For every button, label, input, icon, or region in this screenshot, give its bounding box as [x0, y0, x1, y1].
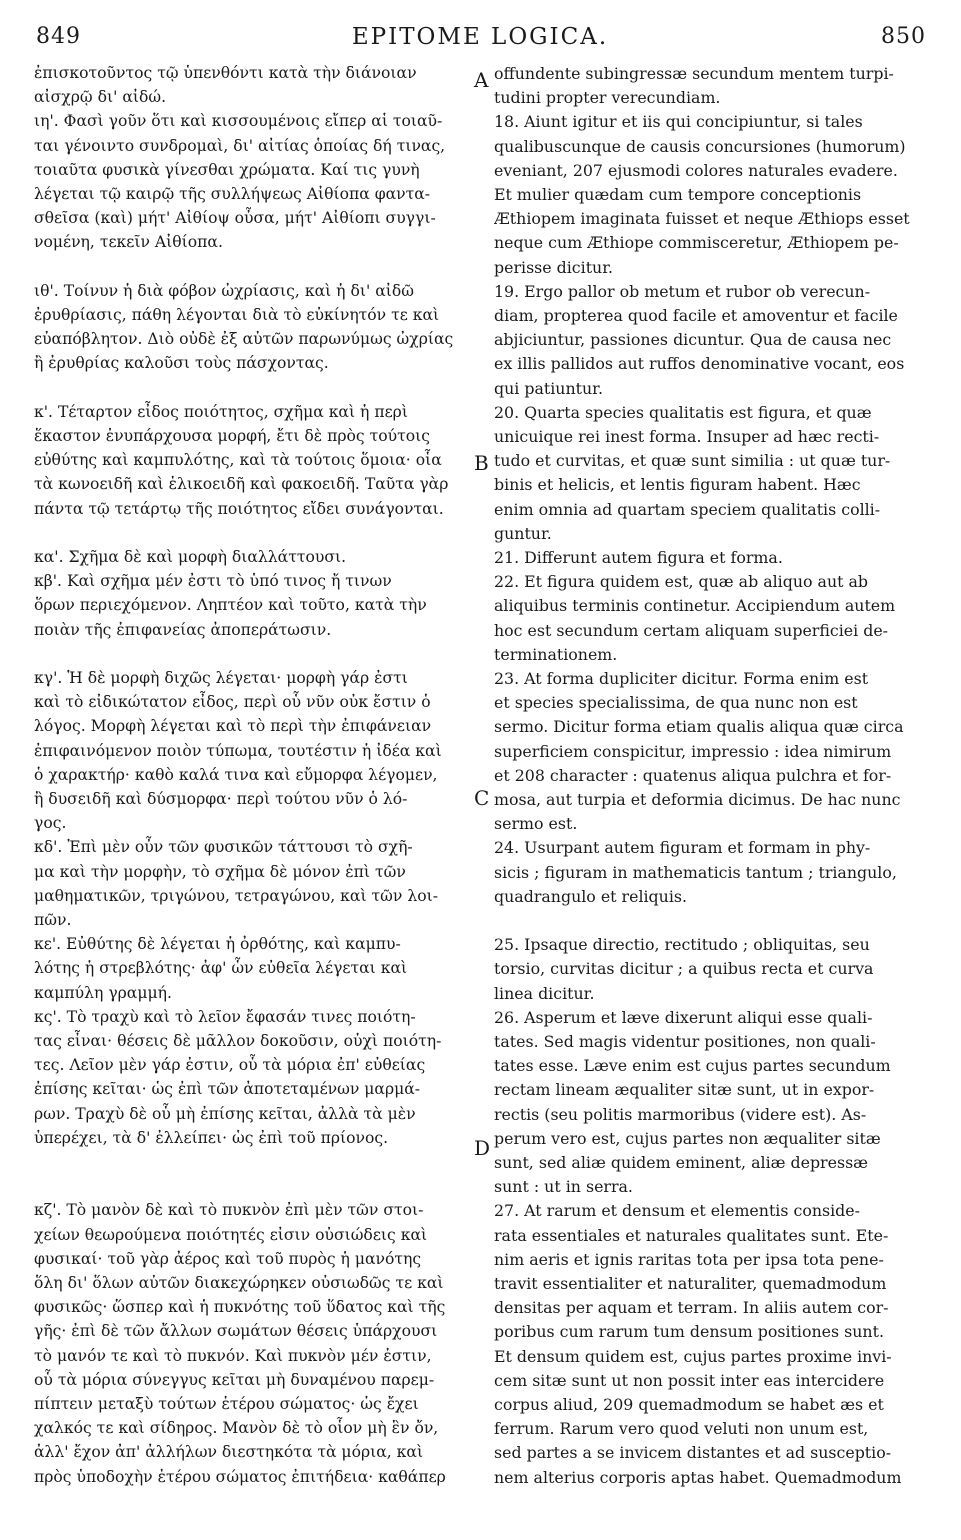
latin-text-line: tates esse. Læve enim est cujus partes secundum	[494, 1056, 891, 1076]
greek-text-line: ἐπιφαινόμενον ποιὸν τύπωμα, τουτέστιν ἡ ἰδέα καὶ	[34, 741, 442, 760]
page-number-right: 850	[881, 24, 926, 49]
latin-text-line: linea dicitur.	[494, 983, 595, 1003]
latin-text-line: 25. Ipsaque directio, rectitudo ; obliquitas, seu	[494, 935, 870, 955]
latin-text-line: sed partes a se invicem distantes et ad susceptio-	[494, 1443, 892, 1463]
latin-text-line: enim omnia ad quartam speciem qualitatis colli-	[494, 499, 881, 519]
greek-text-line: πῶν.	[34, 911, 72, 929]
latin-text-line: Æthiopem imaginata fuisset et neque Æthiops esset	[494, 209, 910, 229]
greek-text-line: φυσικῶς· ὥσπερ καὶ ἡ πυκνότης τοῦ ὕδατος καὶ τῆς	[34, 1298, 446, 1317]
greek-text-line: χείων θεωρούμενα ποιότητές εἰσιν οὐσιώδεις καὶ	[34, 1225, 428, 1244]
running-header	[30, 18, 930, 54]
greek-text-line: τες. Λεῖον μὲν γάρ ἐστιν, οὗ τὰ μόρια ἐπ' εὐθείας	[34, 1056, 426, 1075]
latin-text-line: cem sitæ sunt ut non possit inter eas intercidere	[494, 1370, 885, 1390]
latin-text-line: nem alterius corporis aptas habet. Quemadmodum	[494, 1467, 902, 1487]
latin-text-line: ferrum. Rarum vero quod veluti non unum est,	[494, 1419, 869, 1439]
latin-text-line: corpus aliud, 209 quemadmodum se habet æs et	[494, 1395, 884, 1414]
latin-text-line: ex illis pallidos aut ruffos denominative vocant, eos	[494, 354, 905, 374]
greek-text-line: κβ'. Καὶ σχῆμα μέν ἐστι τὸ ὑπό τινος ἤ τινων	[34, 572, 392, 591]
latin-text-line: sermo est.	[494, 814, 578, 834]
latin-text-line: mosa, aut turpia et deformia dicimus. De hac nunc	[494, 790, 901, 809]
latin-text-line: sicis ; figuram in mathematicis tantum ; triangulo,	[494, 862, 897, 882]
margin-letter-d: D	[474, 1136, 491, 1160]
greek-text-line: καὶ τὸ εἰδικώτατον εἶδος, περὶ οὗ νῦν οὐκ ἔστιν ὁ	[34, 693, 431, 712]
latin-text-line: Et densum quidem est, cujus partes proxime invi-	[494, 1346, 892, 1366]
greek-text-line: ἐπισκοτοῦντος τῷ ὑπενθόντι κατὰ τὴν διάνοιαν	[34, 64, 417, 82]
latin-text-line: hoc est secundum certam aliquam superficiei de-	[494, 620, 889, 640]
latin-text-line: neque cum Æthiope commisceretur, Æthiopem pe-	[494, 233, 899, 253]
greek-text-line: κζ'. Τὸ μανὸν δὲ καὶ τὸ πυκνὸν ἐπὶ μὲν τῶν στοι-	[34, 1201, 424, 1220]
greek-text-line: ιη'. Φασὶ γοῦν ὅτι καὶ κισσουμένοις εἴπερ αἱ τοιαῦ-	[34, 112, 443, 131]
greek-text-line: πάντα τῷ τετάρτῳ τῆς ποιότητος εἴδει συνάγονται.	[34, 499, 444, 518]
latin-text-line: rata essentiales et naturales qualitates sunt. Ete-	[494, 1225, 889, 1245]
greek-text-line: κα'. Σχῆμα δὲ καὶ μορφὴ διαλλάττουσι.	[34, 548, 347, 566]
greek-text-line: χαλκός τε καὶ σίδηρος. Μανὸν δὲ τὸ οἷον μὴ ἓν ὄν,	[34, 1419, 439, 1438]
latin-text-line: rectam lineam æqualiter sitæ sunt, ut in expor-	[494, 1080, 875, 1100]
greek-text-line: ται γένοιντο συνδρομαὶ, δι' αἰτίας ὁποίας δή τινας,	[34, 136, 446, 155]
greek-text-line	[34, 377, 476, 400]
margin-letter-c: C	[474, 786, 490, 810]
latin-text-line: 23. At forma dupliciter dicitur. Forma enim est	[494, 669, 869, 688]
latin-text-line: sunt : ut in serra.	[494, 1177, 633, 1197]
latin-text-line: superficiem conspicitur, impressio : idea nimirum	[494, 741, 892, 761]
greek-text-line: τὰ κωνοειδῆ καὶ ἑλικοειδῆ καὶ φακοειδῆ. Ταῦτα γὰρ	[34, 475, 449, 494]
greek-text-line: ἐρυθρίασις, πάθη λέγονται διὰ τὸ εὐκίνητόν τε καὶ	[34, 306, 440, 324]
greek-text-line: μαθηματικῶν, τριγώνου, τετραγώνου, καὶ τῶν λοι-	[34, 886, 438, 905]
latin-text-line	[494, 909, 928, 932]
latin-text-line: qualibuscunque de causis concursiones (humorum)	[494, 136, 906, 156]
greek-text-line: ὅρων περιεχόμενον. Ληπτέον καὶ τοῦτο, κατὰ τὴν	[34, 596, 427, 615]
greek-text-line: λέγεται τῷ καιρῷ τῆς συλλήψεως Αἰθίοπα φαντα-	[34, 185, 431, 203]
page-number-left: 849	[36, 24, 81, 49]
greek-text-line: εὐαπόβλητον. Διὸ οὐδὲ ἐξ αὐτῶν παρωνύμως ὠχρίας	[34, 330, 454, 349]
greek-text-line: ἢ δυσειδῆ καὶ δύσμορφα· περὶ τούτου νῦν ὁ λό-	[34, 790, 408, 808]
greek-text-line: νομένη, τεκεῖν Αἰθίοπα.	[34, 233, 223, 252]
latin-text-line: terminationem.	[494, 644, 618, 664]
latin-text-line: binis et helicis, et lentis figuram habent. Hæc	[494, 475, 861, 495]
greek-text-line: λότης ἡ στρεβλότης· ἀφ' ὧν εὐθεῖα λέγεται καὶ	[34, 959, 408, 978]
latin-text-line: 22. Et figura quidem est, quæ ab aliquo aut ab	[494, 572, 869, 592]
latin-text-line: guntur.	[494, 523, 552, 543]
greek-text-line: τὸ μανόν τε καὶ τὸ πυκνόν. Καὶ πυκνὸν μέν ἐστιν,	[34, 1346, 432, 1365]
latin-text-line: abjiciuntur, passiones dicuntur. Qua de causa nec	[494, 330, 892, 350]
greek-text-line: κς'. Τὸ τραχὺ καὶ τὸ λεῖον ἔφασάν τινες ποιότη-	[34, 1007, 416, 1026]
latin-text-line: torsio, curvitas dicitur ; a quibus recta et curva	[494, 959, 874, 979]
latin-text-line: tudo et curvitas, et quæ sunt similia : ut quæ tur-	[494, 451, 891, 471]
greek-text-line: εὐθύτης καὶ καμπυλότης, καὶ τὰ τούτοις ὅμοια· οἷα	[34, 451, 442, 470]
latin-text-line: densitas per aquam et terram. In aliis autem cor-	[494, 1298, 889, 1318]
greek-text-line: ἀλλ' ἔχον ἀπ' ἀλλήλων διεστηκότα τὰ μόρια, καὶ	[34, 1443, 424, 1462]
greek-text-line: ποιὰν τῆς ἐπιφανείας ἀποπεράτωσιν.	[34, 620, 332, 639]
greek-text-line: φυσικαί· τοῦ γὰρ ἀέρος καὶ τοῦ πυρὸς ἡ μανότης	[34, 1249, 422, 1268]
greek-text-line: γος.	[34, 814, 67, 833]
latin-text-line: aliquibus terminis continetur. Accipiendum autem	[494, 596, 896, 616]
greek-text-line	[34, 643, 476, 666]
greek-text-line: καμπύλη γραμμή.	[34, 983, 172, 1002]
greek-column	[34, 62, 476, 1522]
running-title: EPITOME LOGICA.	[351, 24, 609, 50]
greek-text-line: ὑπερέχει, τὰ δ' ἐλλείπει· ὡς ἐπὶ τοῦ πρίονος.	[34, 1128, 389, 1147]
greek-text-line: αἰσχρῷ δι' αἰδώ.	[34, 88, 167, 107]
margin-letter-a: A	[474, 68, 489, 92]
latin-text-line: offundente subingressæ secundum mentem turpi-	[494, 64, 894, 83]
greek-text-line: πίπτειν μεταξὺ τούτων ἑτέρου σώματος· ὡς ἔχει	[34, 1395, 419, 1413]
greek-text-line: τοιαῦτα φυσικὰ γίνεσθαι χρώματα. Καί τις γυνὴ	[34, 160, 420, 179]
greek-text-line: γῆς· ἐπὶ δὲ τῶν ἄλλων σωμάτων θέσεις ὑπάρχουσι	[34, 1322, 438, 1341]
latin-text-line: et 208 character : quatenus aliqua pulchra et for-	[494, 765, 892, 785]
greek-text-line: τας εἶναι· θέσεις δὲ μᾶλλον δοκοῦσιν, οὐχὶ ποιότη-	[34, 1032, 442, 1050]
latin-text-line: poribus cum rarum tum densum positiones sunt.	[494, 1322, 884, 1342]
greek-text-line: ἕκαστον ἐνυπάρχουσα μορφή, ἔτι δὲ πρὸς τούτοις	[34, 427, 430, 445]
greek-text-line: ὅλη δι' ὅλων αὐτῶν διακεχώρηκεν οὐσιωδῶς τε καὶ	[34, 1274, 444, 1292]
greek-text-line: ὁ χαρακτήρ· καθὸ καλά τινα καὶ εὔμορφα λέγομεν,	[34, 765, 438, 784]
greek-text-line: κδ'. Ἐπὶ μὲν οὖν τῶν φυσικῶν τάττουσι τὸ σχῆ-	[34, 838, 413, 857]
greek-text-line: οὗ τὰ μόρια σύνεγγυς κεῖται μὴ δυναμένου παρεμ-	[34, 1370, 435, 1389]
latin-text-line: sermo. Dicitur forma etiam qualis aliqua quæ circa	[494, 717, 904, 737]
greek-text-line: πρὸς ὑποδοχὴν ἑτέρου σώματος ἐπιτήδεια· καθάπερ	[34, 1467, 446, 1486]
latin-text-line: perum vero est, cujus partes non æqualiter sitæ	[494, 1128, 881, 1148]
latin-text-line: rectis (seu politis marmoribus (videre est). As-	[494, 1104, 867, 1124]
latin-text-line: tudini propter verecundiam.	[494, 88, 721, 108]
latin-text-line: 27. At rarum et densum et elementis conside-	[494, 1201, 860, 1221]
greek-text-line	[34, 1151, 476, 1174]
latin-text-line: 18. Aiunt igitur et iis qui concipiuntur, si tales	[494, 112, 863, 132]
greek-text-line: λόγος. Μορφὴ λέγεται καὶ τὸ περὶ τὴν ἐπιφάνειαν	[34, 717, 432, 736]
greek-text-line: ἐπίσης κεῖται· ὡς ἐπὶ τῶν ἀποτεταμένων μαρμά-	[34, 1080, 421, 1099]
greek-text-line: ἢ ἐρυθρίας καλοῦσι τοὺς πάσχοντας.	[34, 354, 329, 373]
latin-column	[494, 62, 928, 1522]
latin-text-line: et species specialissima, de qua nunc non est	[494, 693, 858, 713]
greek-text-line: ιθ'. Τοίνυν ἡ διὰ φόβον ὠχρίασις, καὶ ἡ δι' αἰδῶ	[34, 281, 414, 300]
latin-text-line: travit essentialiter et naturaliter, quemadmodum	[494, 1274, 887, 1293]
greek-text-line: σθεῖσα (καὶ) μήτ' Αἰθίοψ οὖσα, μήτ' Αἰθίοπι συγγι-	[34, 209, 436, 228]
latin-text-line: 24. Usurpant autem figuram et formam in phy-	[494, 838, 871, 858]
latin-text-line: quadrangulo et reliquis.	[494, 886, 688, 906]
latin-text-line: perisse dicitur.	[494, 257, 614, 277]
greek-text-line: μα καὶ τὴν μορφὴν, τὸ σχῆμα δὲ μόνον ἐπὶ τῶν	[34, 862, 406, 881]
latin-text-line: 21. Differunt autem figura et forma.	[494, 548, 783, 567]
latin-text-line: unicuique rei inest forma. Insuper ad hæc recti-	[494, 427, 880, 446]
latin-text-line: diam, propterea quod facile et amoventur et facile	[494, 306, 898, 325]
greek-text-line: κγ'. Ἡ δὲ μορφὴ διχῶς λέγεται· μορφὴ γάρ ἐστι	[34, 669, 408, 687]
greek-text-line: κε'. Εὐθύτης δὲ λέγεται ἡ ὀρθότης, καὶ καμπυ-	[34, 935, 401, 954]
latin-text-line: Et mulier quædam cum tempore conceptionis	[494, 185, 862, 204]
latin-text-line: tates. Sed magis videntur positiones, non quali-	[494, 1032, 876, 1051]
greek-text-line: ρων. Τραχὺ δὲ οὗ μὴ ἐπίσης κεῖται, ἀλλὰ τὰ μὲν	[34, 1104, 416, 1123]
latin-text-line: 19. Ergo pallor ob metum et rubor ob verecun-	[494, 281, 871, 301]
latin-text-line: eveniant, 207 ejusmodi colores naturales evadere.	[494, 160, 898, 180]
greek-text-line: κ'. Τέταρτον εἶδος ποιότητος, σχῆμα καὶ ἡ περὶ	[34, 402, 408, 421]
latin-text-line: qui patiuntur.	[494, 378, 603, 398]
latin-text-line: 26. Asperum et læve dixerunt aliqui esse quali-	[494, 1007, 873, 1027]
greek-text-line	[34, 1175, 476, 1198]
latin-text-line: nim aeris et ignis raritas tota per ipsa tota pene-	[494, 1249, 884, 1269]
latin-text-line: sunt, sed aliæ quidem eminent, aliæ depressæ	[494, 1153, 869, 1172]
greek-text-line	[34, 256, 476, 279]
greek-text-line	[34, 522, 476, 545]
margin-letter-b: B	[474, 451, 489, 475]
latin-text-line: 20. Quarta species qualitatis est figura, et quæ	[494, 402, 872, 422]
